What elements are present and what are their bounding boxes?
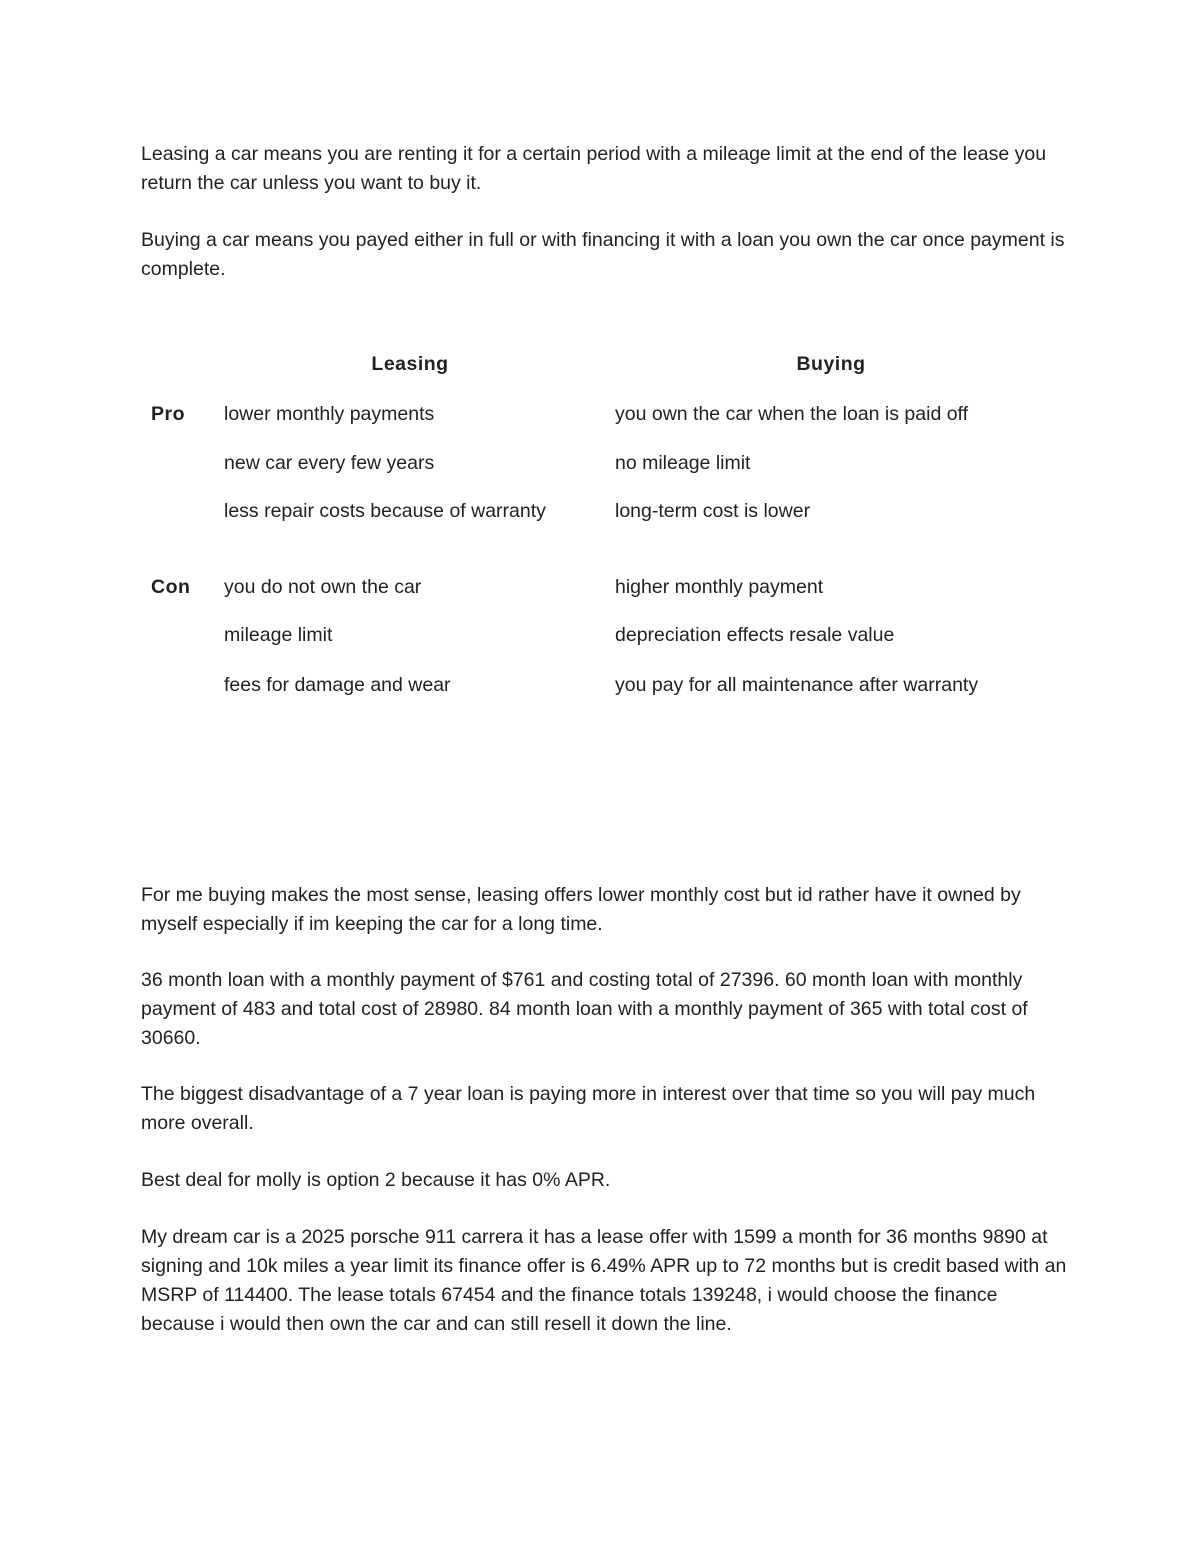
leasing-definition-paragraph: Leasing a car means you are renting it for a certain period with a mileage limit at the end of the lease you return the car unless you want to buy it. [141,143,1047,194]
buying-header: Buying [796,353,866,375]
disadvantage-paragraph: The biggest disadvantage of a 7 year loan is paying more in interest over that time so you will pay much more overall. [141,1083,1036,1134]
best-deal-paragraph: Best deal for molly is option 2 because it has 0% APR. [141,1169,611,1191]
leasing-header: Leasing [371,353,449,375]
preference-paragraph: For me buying makes the most sense, leasing offers lower monthly cost but id rather have it owned by myself especially if im keeping the car for a long time. [141,884,1021,935]
pro-leasing-cell: less repair costs because of warranty [224,500,546,522]
pro-label: Pro [151,403,186,425]
pro-leasing-cell: lower monthly payments [224,403,435,425]
pro-leasing-cell: new car every few years [224,452,435,474]
pro-buying-cell: you own the car when the loan is paid off [615,403,969,425]
con-leasing-cell: you do not own the car [224,576,422,598]
pro-buying-cell: long-term cost is lower [615,500,811,522]
con-leasing-cell: fees for damage and wear [224,674,451,696]
buying-definition-paragraph: Buying a car means you payed either in full or with financing it with a loan you own the car once payment is complete. [141,229,1065,280]
con-leasing-cell: mileage limit [224,624,333,646]
loan-comparison-paragraph: 36 month loan with a monthly payment of $761 and costing total of 27396. 60 month loan with monthly payment of 483 and total cost of 28980. 84 month loan with a monthly payment of 365 with total cost of 30660. [141,969,1028,1049]
con-buying-cell: higher monthly payment [615,576,824,598]
con-label: Con [151,576,191,598]
dream-car-paragraph: My dream car is a 2025 porsche 911 carrera it has a lease offer with 1599 a month for 36 months 9890 at signing and 10k miles a year limit its finance offer is 6.49% APR up to 72 months but is credit based with an MSRP of 114400. The lease totals 67454 and the finance totals 139248, i would choose the finance because i would then own the car and can still resell it down the line. [141,1226,1067,1335]
pro-buying-cell: no mileage limit [615,452,751,474]
con-buying-cell: you pay for all maintenance after warranty [615,674,979,696]
con-buying-cell: depreciation effects resale value [615,624,895,646]
